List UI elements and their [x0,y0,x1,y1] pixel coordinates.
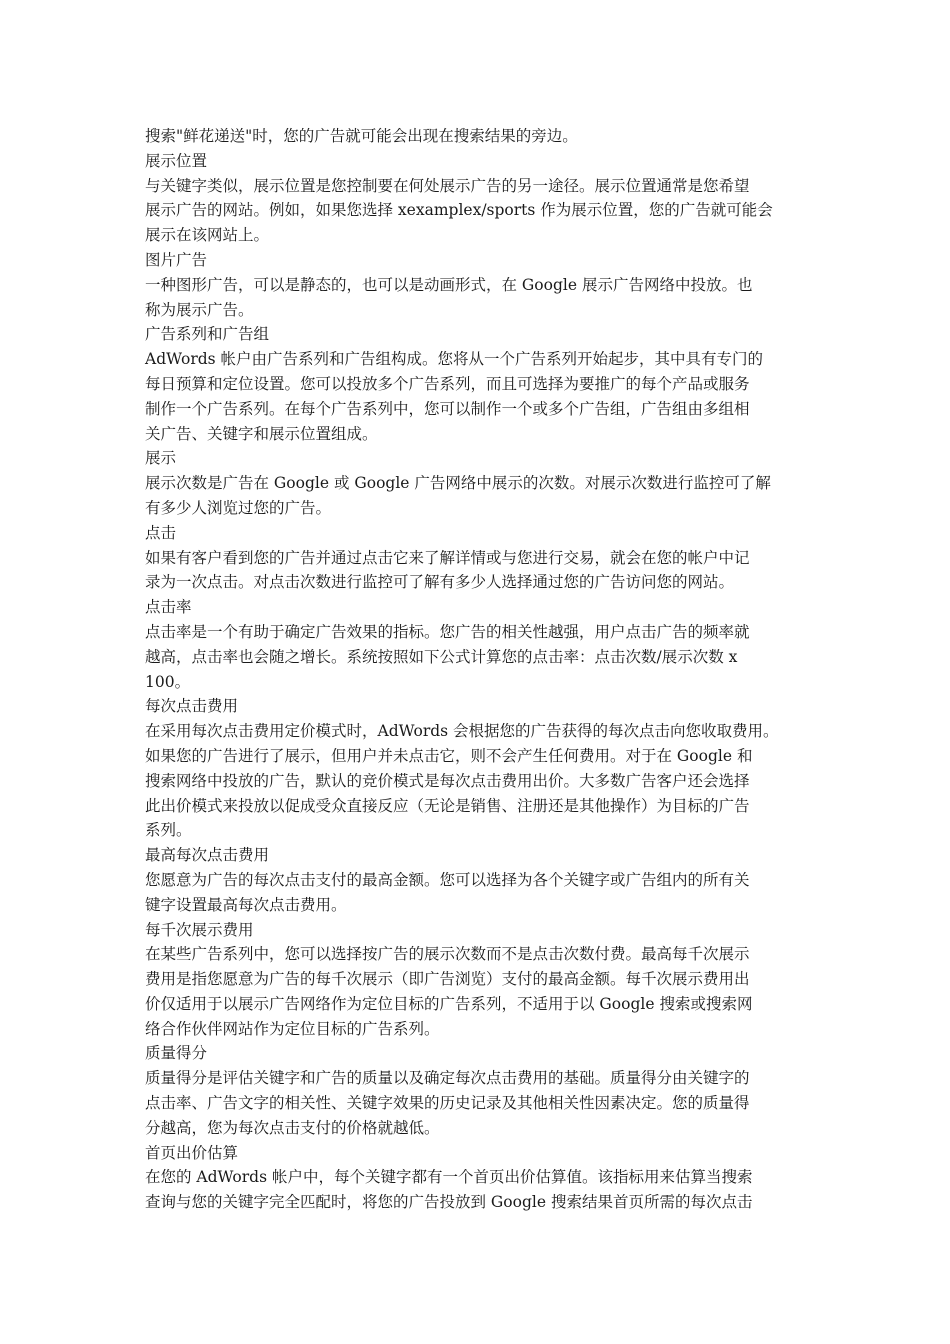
heading-cpm: 每千次展示费用 [145,920,254,939]
text-line: 录为一次点击。对点击次数进行监控可了解有多少人选择通过您的广告访问您的网站。 [145,573,735,592]
paragraph-cpm [145,942,810,1041]
heading-quality-score: 质量得分 [145,1044,208,1063]
text-line: 费用是指您愿意为广告的每千次展示（即广告浏览）支付的最高金额。每千次展示费用出 [145,970,750,989]
text-line: 制作一个广告系列。在每个广告系列中，您可以制作一个或多个广告组，广告组由多组相 [145,399,750,418]
text-line: 与关键字类似，展示位置是您控制要在何处展示广告的另一途径。展示位置通常是您希望 [145,176,750,195]
paragraph-campaigns-adgroups [145,347,810,446]
text-line: 如果有客户看到您的广告并通过点击它来了解详情或与您进行交易，就会在您的帐户中记 [145,548,750,567]
paragraph-cpc [145,719,810,843]
text-line: 此出价模式来投放以促成受众直接反应（无论是销售、注册还是其他操作）为目标的广告 [145,796,750,815]
heading-clicks: 点击 [145,523,177,542]
heading-image-ads: 图片广告 [145,250,208,269]
paragraph-clicks [145,546,810,596]
paragraph-placement [145,174,810,248]
document-body [145,124,810,1215]
paragraph-max-cpc [145,868,810,918]
text-line: 在某些广告系列中，您可以选择按广告的展示次数而不是点击次数付费。最高每千次展示 [145,945,750,964]
heading-impressions: 展示 [145,449,177,468]
heading-ctr: 点击率 [145,598,192,617]
text-line: 100。 [145,672,191,691]
heading-max-cpc: 最高每次点击费用 [145,846,270,865]
heading-first-page-bid: 首页出价估算 [145,1143,239,1162]
text-line: 有多少人浏览过您的广告。 [145,498,332,517]
text-line: 搜索"鲜花递送"时，您的广告就可能会出现在搜索结果的旁边。 [145,127,578,145]
text-line: 关广告、关键字和展示位置组成。 [145,424,378,443]
paragraph-ctr [145,620,810,694]
text-line: AdWords 帐户由广告系列和广告组构成。您将从一个广告系列开始起步，其中具有专门的 [145,350,764,369]
text-line: 系列。 [145,821,192,840]
text-line: 价仅适用于以展示广告网络作为定位目标的广告系列，不适用于以 Google 搜索或搜索网 [145,994,753,1013]
text-line: 称为展示广告。 [145,300,254,319]
text-line: 一种图形广告，可以是静态的，也可以是动画形式，在 Google 展示广告网络中投放。也 [145,275,753,294]
heading-campaigns-adgroups: 广告系列和广告组 [145,325,270,344]
text-line: 展示次数是广告在 Google 或 Google 广告网络中展示的次数。对展示次数进行监控可了解 [145,474,771,493]
paragraph-impressions [145,471,810,521]
text-line: 络合作伙伴网站作为定位目标的广告系列。 [145,1019,440,1038]
text-line: 点击率、广告文字的相关性、关键字效果的历史记录及其他相关性因素决定。您的质量得 [145,1094,750,1113]
text-line: 如果您的广告进行了展示，但用户并未点击它，则不会产生任何费用。对于在 Google 和 [145,746,753,765]
text-line: 每日预算和定位设置。您可以投放多个广告系列，而且可选择为要推广的每个产品或服务 [145,374,750,393]
text-line: 点击率是一个有助于确定广告效果的指标。您广告的相关性越强，用户点击广告的频率就 [145,622,750,641]
paragraph-image-ads [145,273,810,323]
text-line: 搜索网络中投放的广告，默认的竞价模式是每次点击费用出价。大多数广告客户还会选择 [145,771,750,790]
text-line: 展示在该网站上。 [145,226,270,245]
heading-placement: 展示位置 [145,151,208,170]
text-line: 在您的 AdWords 帐户中，每个关键字都有一个首页出价估算值。该指标用来估算当搜索 [145,1168,753,1187]
text-line: 查询与您的关键字完全匹配时，将您的广告投放到 Google 搜索结果首页所需的每次点击 [145,1193,753,1212]
intro-paragraph [145,124,810,149]
text-line: 在采用每次点击费用定价模式时，AdWords 会根据您的广告获得的每次点击向您收取费用。 [145,722,779,741]
text-line: 分越高，您为每次点击支付的价格就越低。 [145,1118,440,1137]
heading-cpc: 每次点击费用 [145,697,239,716]
text-line: 键字设置最高每次点击费用。 [145,895,347,914]
text-line: 质量得分是评估关键字和广告的质量以及确定每次点击费用的基础。质量得分由关键字的 [145,1069,750,1088]
paragraph-quality-score [145,1066,810,1140]
paragraph-first-page-bid [145,1165,810,1215]
text-line: 展示广告的网站。例如，如果您选择 xexamplex/sports 作为展示位置，您的广告就可能会 [145,201,773,220]
text-line: 越高，点击率也会随之增长。系统按照如下公式计算您的点击率：点击次数/展示次数 x [145,647,738,666]
text-line: 您愿意为广告的每次点击支付的最高金额。您可以选择为各个关键字或广告组内的所有关 [145,870,750,889]
